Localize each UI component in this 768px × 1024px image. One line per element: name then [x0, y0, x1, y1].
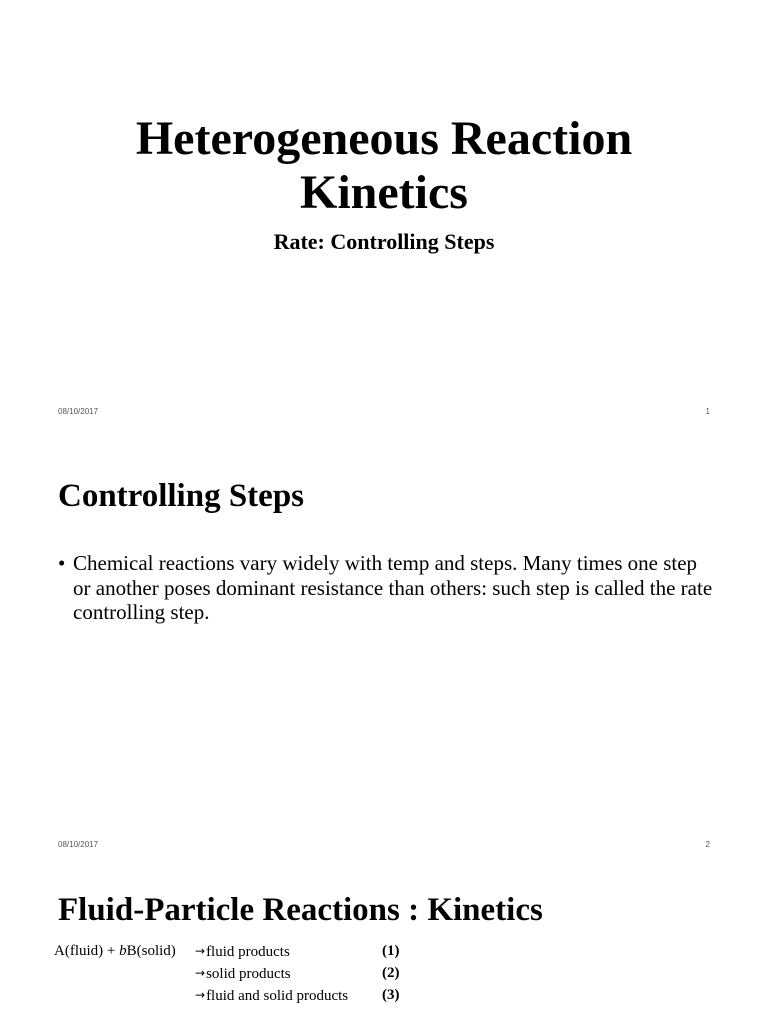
product-text: fluid and solid products [206, 988, 349, 1004]
slide-title-line-1: Heterogeneous Reaction [135, 112, 633, 165]
slide-title [0, 112, 768, 220]
reaction-product [195, 984, 348, 1007]
footer-date: 08/10/2017 [58, 407, 99, 416]
slide-heading: Controlling Steps [58, 478, 305, 514]
equation-number: (2) [382, 965, 400, 981]
reactant-a: A(fluid) + [54, 943, 120, 959]
equation-number: (1) [382, 943, 400, 959]
product-text: fluid products [206, 944, 290, 960]
slide-title-line-2: Kinetics [300, 166, 468, 219]
reaction-product [195, 962, 291, 985]
product-text: solid products [206, 966, 291, 982]
reaction-reactants [54, 940, 176, 962]
page-number: 1 [705, 407, 710, 416]
footer-date: 08/10/2017 [58, 840, 99, 849]
bullet-item: • Chemical reactions vary widely with temp and steps. Many times one step or another poses dominant resistance than others: such step is called the rate controlling step. [58, 551, 718, 625]
slide-subtitle: Rate: Controlling Steps [273, 229, 495, 254]
arrow-icon: → [195, 944, 206, 958]
reaction-product [195, 940, 290, 963]
bullet-list [58, 551, 718, 625]
equation-number: (3) [382, 987, 400, 1003]
page-number: 2 [705, 840, 710, 849]
coefficient-b: b [119, 943, 127, 959]
arrow-icon: → [195, 966, 206, 980]
arrow-icon: → [195, 988, 206, 1002]
slide-heading: Fluid-Particle Reactions : Kinetics [58, 892, 543, 928]
reactant-b: B(solid) [126, 943, 176, 959]
